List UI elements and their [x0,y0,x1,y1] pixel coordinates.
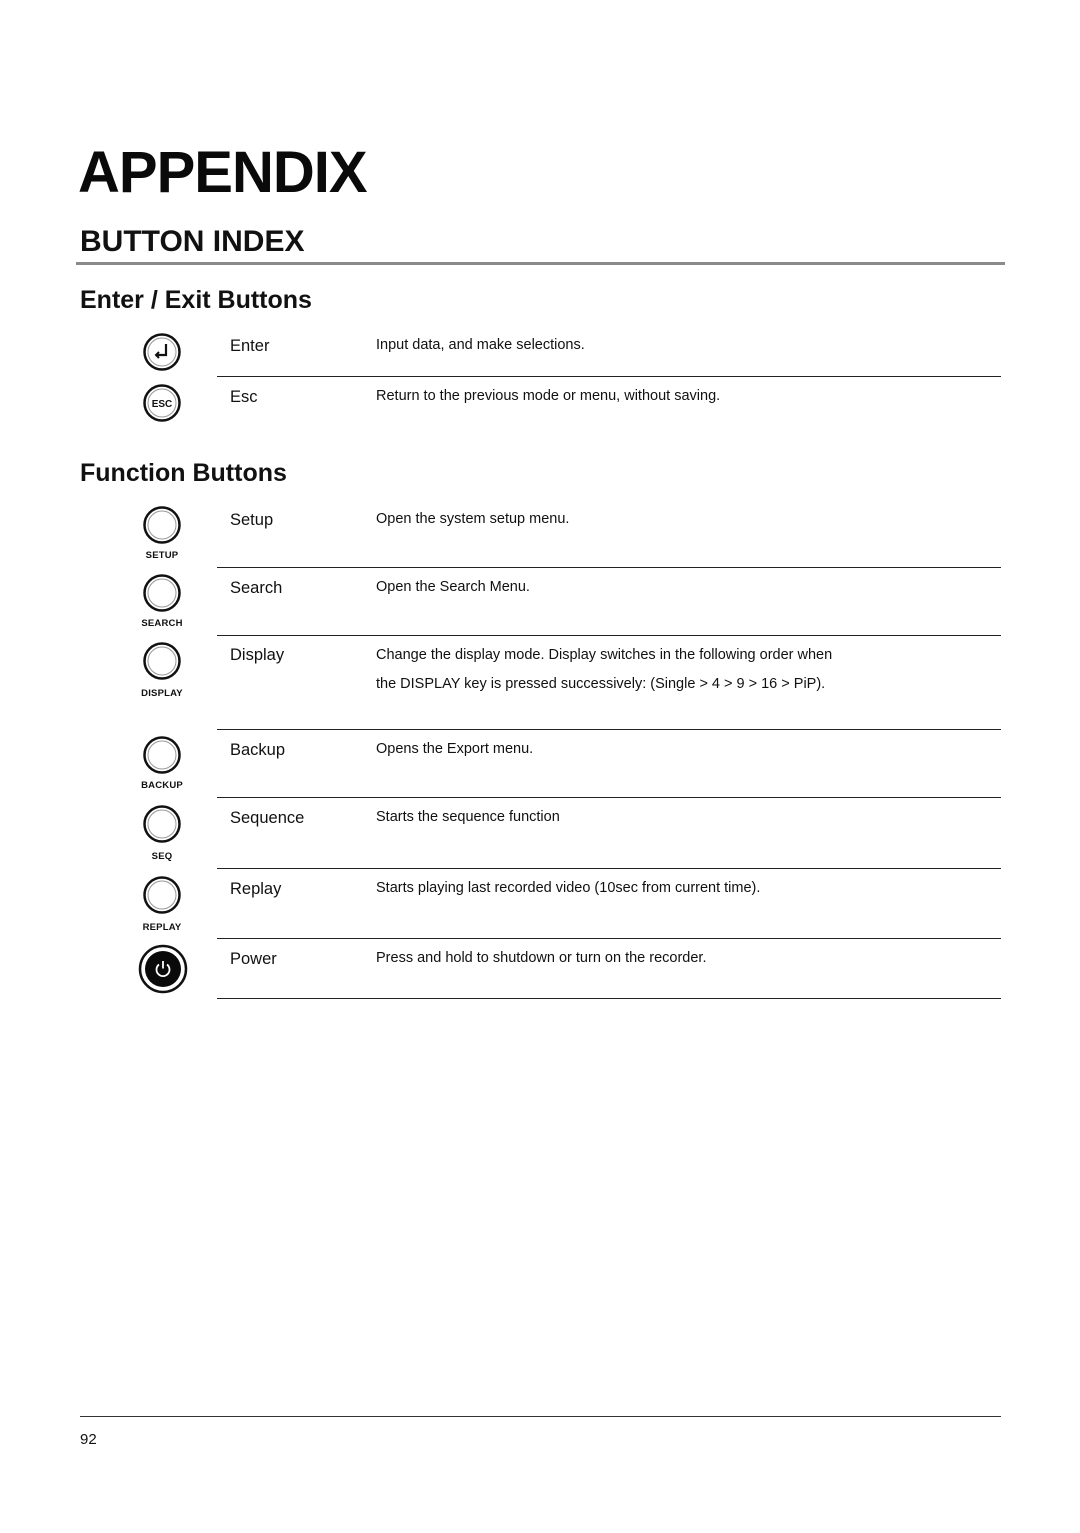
row-name: Sequence [230,809,305,827]
button-label: SEARCH [141,618,183,629]
row-description: Input data, and make selections. [376,337,585,353]
row-description: Opens the Export menu. [376,741,534,757]
enter-key-icon [142,332,182,372]
row-name: Setup [230,511,274,529]
page-title: APPENDIX [78,140,367,205]
button-label: REPLAY [142,922,182,933]
section-title: BUTTON INDEX [80,225,305,258]
row-divider [217,567,1001,568]
row-description: Change the display mode. Display switches in the following order when the DISPLAY key is pressed successively: (Single > 4 > 9 > 16 > PiP). [376,647,833,692]
row-name: Power [230,950,277,968]
backup-button-icon [142,735,182,775]
setup-button-icon [142,505,182,545]
row-divider [217,868,1001,869]
row-description: Starts the sequence function [376,809,560,825]
row-divider [217,635,1001,636]
enter-exit-heading: Enter / Exit Buttons [80,286,312,314]
row-description: Starts playing last recorded video (10sec from current time). [376,880,761,896]
button-label: SETUP [145,550,179,561]
row-description: Open the Search Menu. [376,579,530,595]
search-button-icon [142,573,182,613]
row-divider [217,797,1001,798]
esc-icon-text: ESC [151,399,173,410]
row-name: Search [230,579,283,597]
row-name: Replay [230,880,282,898]
footer-divider [80,1416,1001,1417]
section-divider [76,262,1005,265]
row-name: Esc [230,388,258,406]
display-button-icon [142,641,182,681]
button-label: SEQ [151,851,173,862]
row-divider [217,998,1001,999]
function-heading: Function Buttons [80,459,287,487]
seq-button-icon [142,804,182,844]
page-number: 92 [80,1431,97,1448]
button-label: BACKUP [141,780,183,791]
row-divider [217,729,1001,730]
power-button-icon [138,944,188,994]
row-name: Backup [230,741,286,759]
button-label: DISPLAY [141,688,183,699]
row-name: Display [230,646,285,664]
row-description: Open the system setup menu. [376,511,570,527]
row-name: Enter [230,337,270,355]
row-divider [217,938,1001,939]
replay-button-icon [142,875,182,915]
row-divider [217,376,1001,377]
row-description: Return to the previous mode or menu, without saving. [376,388,721,404]
esc-key-icon [142,383,182,423]
row-description: Press and hold to shutdown or turn on the recorder. [376,950,707,966]
